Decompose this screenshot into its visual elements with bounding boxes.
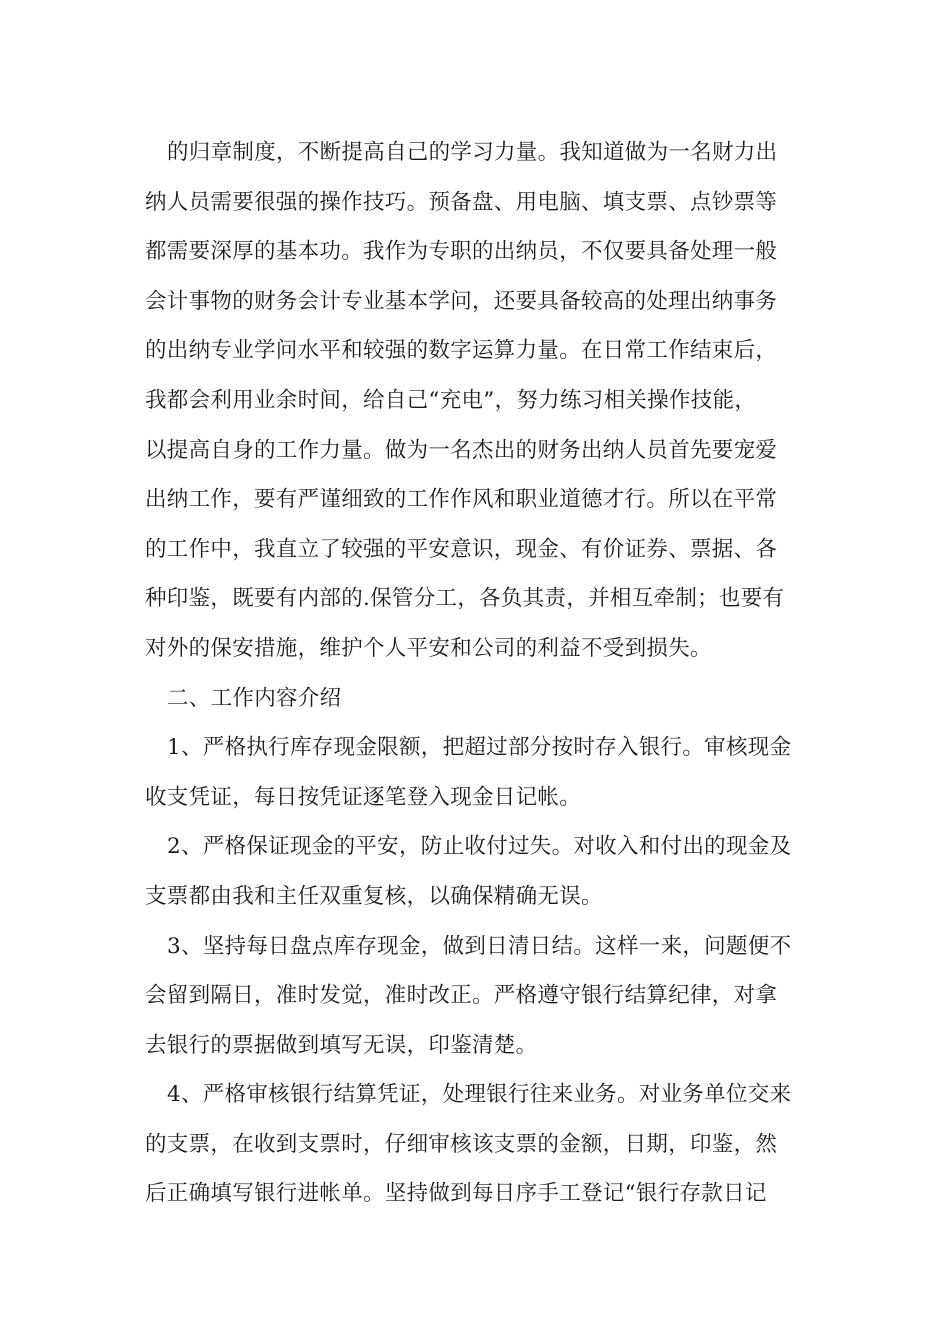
list-item-start: 3、坚持每日盘点库存现金，做到日清日结。这样一来，问题便不 — [167, 933, 792, 959]
text-line: 以提高自身的工作力量。做为一名杰出的财务出纳人员首先要宠爱 — [145, 437, 778, 463]
list-item-start: 4、严格审核银行结算凭证，处理银行往来业务。对业务单位交来 — [167, 1082, 792, 1108]
text-line: 的归章制度，不断提高自己的学习力量。我知道做为一名财力出 — [167, 140, 778, 165]
text-line: 去银行的票据做到填写无误，印鉴清楚。 — [145, 1032, 538, 1058]
text-line: 会留到隔日，准时发觉，准时改正。严格遵守银行结算纪律，对拿 — [145, 983, 778, 1009]
text-line: 的支票，在收到支票时，仔细审核该支票的金额，日期，印鉴，然 — [145, 1131, 778, 1157]
list-item-start: 1、严格执行库存现金限额，把超过部分按时存入银行。审核现金 — [167, 735, 792, 761]
text-line: 都需要深厚的基本功。我作为专职的出纳员，不仅要具备处理一般 — [145, 239, 778, 265]
text-line: 我都会利用业余时间，给自己“充电”，努力练习相关操作技能， — [145, 387, 757, 413]
text-line: 出纳工作，要有严谨细致的工作作风和职业道德才行。所以在平常 — [145, 487, 778, 513]
text-line: 的工作中，我直立了较强的平安意识，现金、有价证券、票据、各 — [145, 536, 778, 562]
text-line: 对外的保安措施，维护个人平安和公司的利益不受到损失。 — [145, 635, 712, 661]
text-line: 支票都由我和主任双重复核，以确保精确无误。 — [145, 883, 603, 909]
text-line: 种印鉴，既要有内部的.保管分工，各负其责，并相互牵制；也要有 — [145, 586, 785, 612]
text-line: 会计事物的财务会计专业基本学问，还要具备较高的处理出纳事务 — [145, 288, 778, 314]
section-heading: 二、工作内容介绍 — [167, 685, 342, 711]
list-item-start: 2、严格保证现金的平安，防止收付过失。对收入和付出的现金及 — [167, 834, 792, 860]
text-line: 纳人员需要很强的操作技巧。预备盘、用电脑、填支票、点钞票等 — [145, 189, 778, 215]
document-body — [145, 128, 810, 1219]
text-line: 后正确填写银行进帐单。坚持做到每日序手工登记“银行存款日记 — [145, 1181, 767, 1207]
text-line: 收支凭证，每日按凭证逐笔登入现金日记帐。 — [145, 784, 582, 810]
text-line: 的出纳专业学问水平和较强的数字运算力量。在日常工作结束后， — [145, 338, 778, 364]
